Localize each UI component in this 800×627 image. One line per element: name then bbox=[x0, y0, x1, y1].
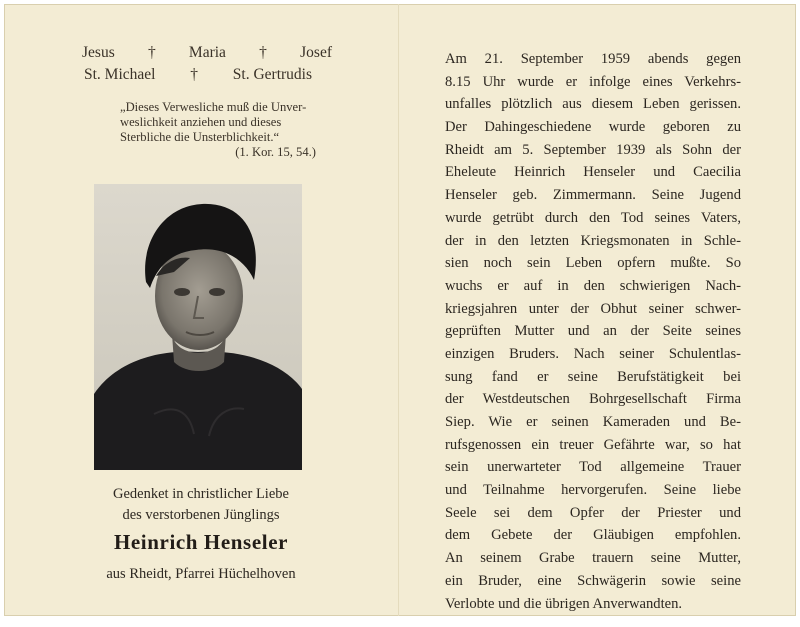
caption-line: des verstorbenen Jünglings bbox=[122, 507, 280, 523]
biography-line: geprüften Mutter und an der Seite seines bbox=[445, 323, 741, 340]
left-panel bbox=[4, 4, 398, 616]
quote-line: „Dieses Verwesliche muß die Unver- bbox=[120, 100, 307, 114]
biography-line: Der Dahingeschiedene wurde geboren zu bbox=[445, 119, 741, 136]
biography-line: einzigen Bruders. Nach seiner Schulentlas- bbox=[445, 345, 741, 362]
biography-line: Verlobte und die übrigen Anverwandten. bbox=[445, 595, 683, 612]
quote-line: Sterbliche die Unsterblichkeit.“ bbox=[120, 130, 280, 144]
invocation-word: St. Michael bbox=[84, 66, 156, 83]
biography-line: Siep. Wie er seinen Kameraden und Be- bbox=[445, 414, 741, 430]
cross-glyph: † bbox=[259, 44, 267, 61]
invocation-word: Josef bbox=[300, 44, 332, 61]
biography-line: ein Bruder, eine Schwägerin sowie seine bbox=[445, 572, 741, 589]
biography-line: der Westdeutschen Bohrgesellschaft Firma bbox=[445, 391, 741, 408]
portrait-image bbox=[94, 184, 302, 470]
biography-line: 8.15 Uhr wurde er infolge eines Verkehrs- bbox=[445, 73, 741, 90]
cross-glyph: † bbox=[190, 66, 198, 83]
biography-line: der in den letzten Kriegsmonaten in Schle- bbox=[445, 232, 741, 249]
biography-line: sien noch sein Leben opfern mußte. So bbox=[445, 255, 741, 272]
invocation-word: St. Gertrudis bbox=[232, 66, 312, 83]
biography-text bbox=[445, 48, 741, 615]
cross-glyph: † bbox=[147, 44, 156, 61]
biography-line: und Teilnahme hervorgerufen. Seine liebe bbox=[445, 482, 741, 499]
biography-line: dem Gebete der Gläubigen empfohlen. bbox=[445, 527, 741, 544]
biography-line: Seele sei dem Opfer der Priester und bbox=[445, 504, 741, 521]
biography-line: Henseler geb. Zimmermann. Seine Jugend bbox=[445, 187, 741, 204]
parish-line: aus Rheidt, Pfarrei Hüchelhoven bbox=[106, 566, 296, 582]
deceased-name: Heinrich Henseler bbox=[113, 530, 289, 554]
right-panel bbox=[399, 4, 796, 616]
quote-reference: (1. Kor. 15, 54.) bbox=[235, 145, 316, 159]
biography-line: sung fand er seine Berufstätigkeit bei bbox=[445, 368, 741, 385]
invocation bbox=[82, 44, 332, 88]
invocation-row-1 bbox=[82, 44, 332, 66]
invocation-row-2 bbox=[82, 66, 312, 88]
biography-line: rufsgenossen ein treuer Gefährte war, so hat bbox=[445, 436, 741, 453]
invocation-word: Jesus bbox=[82, 44, 115, 61]
biography-line: Eheleute Heinrich Henseler und Caecilia bbox=[445, 164, 741, 181]
biography-line: Am 21. September 1959 abends gegen bbox=[445, 51, 741, 67]
biography-line: Rheidt am 5. September 1939 als Sohn der bbox=[445, 141, 741, 158]
remembrance-caption bbox=[4, 484, 398, 526]
biography-line: unfalles plötzlich aus diesem Leben gerissen. bbox=[445, 96, 741, 113]
portrait-photo bbox=[94, 184, 302, 470]
quote-line: weslichkeit anziehen und dieses bbox=[120, 115, 282, 129]
bible-quote bbox=[120, 100, 320, 160]
biography-line: An seinem Grabe trauern seine Mutter, bbox=[445, 550, 741, 567]
biography-line: sein unerwarteter Tod allgemeine Trauer bbox=[445, 459, 741, 476]
caption-line: Gedenket in christlicher Liebe bbox=[113, 486, 289, 502]
invocation-word: Maria bbox=[188, 44, 226, 61]
biography-line: kriegsjahren unter der Obhut seiner schwer- bbox=[445, 300, 741, 317]
biography-line: wuchs er auf in den schwierigen Nach- bbox=[445, 277, 741, 294]
biography-line: wurde getrübt durch den Tod seines Vaters, bbox=[445, 209, 741, 226]
